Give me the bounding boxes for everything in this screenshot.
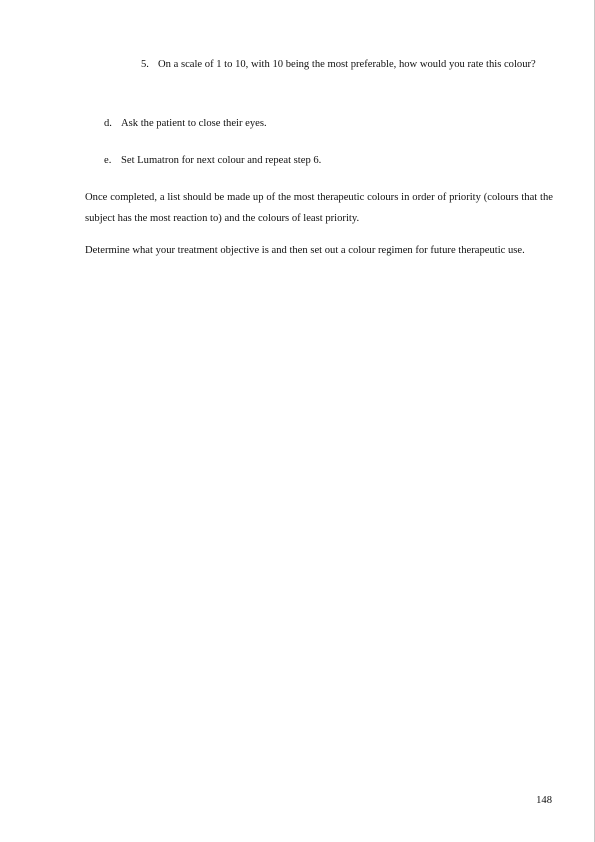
list-item-letter: d.	[104, 118, 112, 129]
list-item-text: On a scale of 1 to 10, with 10 being the most preferable, how would you rate this colour?	[158, 59, 536, 70]
list-item-step-d	[104, 113, 554, 134]
completion-paragraph: Once completed, a list should be made up of the most therapeutic colours in order of priority (colours that the subject has the most reaction to) and the colours of least priority.	[85, 192, 553, 224]
list-item-text: Set Lumatron for next colour and repeat step 6.	[121, 155, 322, 166]
list-item-text: Ask the patient to close their eyes.	[121, 118, 267, 129]
objective-paragraph: Determine what your treatment objective is and then set out a colour regimen for future therapeutic use.	[85, 245, 525, 256]
list-item-letter: e.	[104, 155, 112, 166]
list-item-step-5	[141, 54, 553, 75]
page-number: 148	[536, 795, 552, 806]
list-item-step-e	[104, 150, 554, 171]
list-item-number: 5.	[141, 59, 149, 70]
